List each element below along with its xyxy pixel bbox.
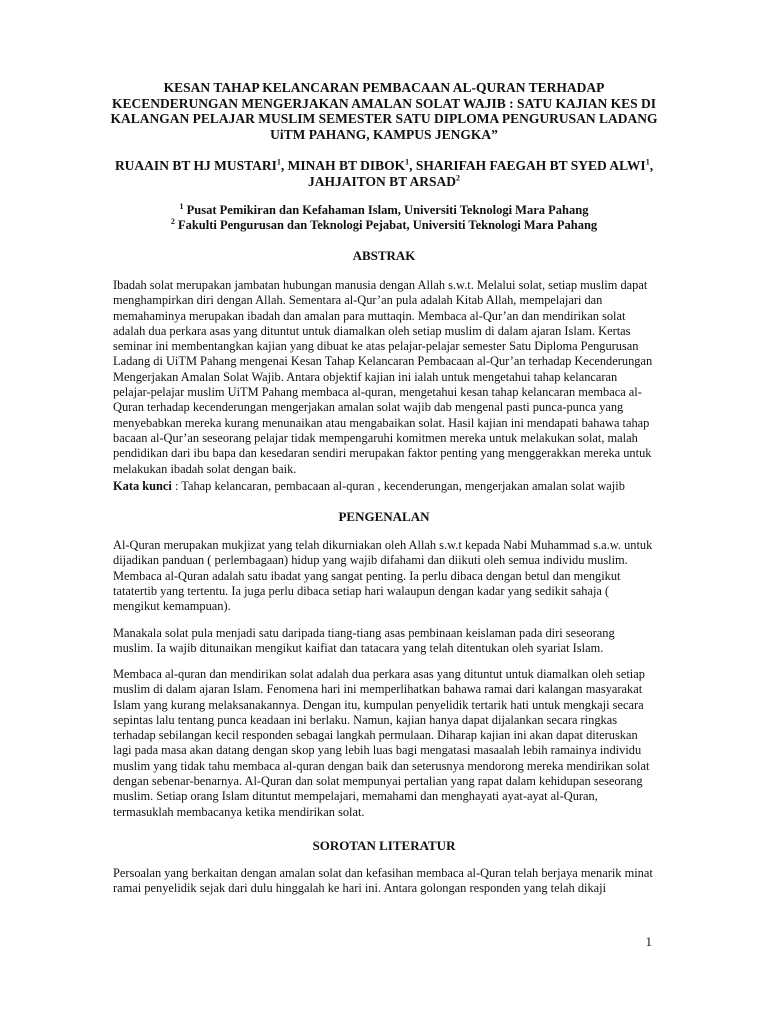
affiliation xyxy=(110,203,658,218)
author-affil-mark: 1 xyxy=(276,157,281,167)
author-name: MINAH BT DIBOK xyxy=(287,158,406,173)
keywords-line xyxy=(113,479,657,494)
intro-paragraph: Membaca al-quran dan mendirikan solat adalah dua perkara asas yang dituntut untuk diamalkan oleh setiap muslim di dalam ajaran Islam. Fenomena hari ini memperlihatkan bahawa ramai dari kalangan masyarakat Islam yang kurang melaksanakannya. Dengan itu, kumpulan penyelidik tertarik hati untuk mengkaji secara sepintas lalu tentang punca keadaan ini berlaku. Namun, kajian hanya dapat dijalankan secara ringkas terhadap sebilangan kecil responden sebagai langkah permulaan. Diharap kajian ini akan dapat diteruskan lagi pada masa akan datang dengan skop yang lebih luas bagi mengatasi masaalah lebih ramainya individu muslim yang tidak tahu membaca al-quran dengan baik dan seterusnya mendorong mereka mendirikan solat dengan sebenar-benarnya. Al-Quran dan solat mempunyai pertalian yang rapat dalam kehidupan seseorang muslim. Setiap orang Islam dituntut mempelajari, memahami dan menghayati ayat-ayat al-Quran, termasuklah membacanya ketika mendirikan solat. xyxy=(113,667,650,819)
abstract-heading: ABSTRAK xyxy=(352,248,416,263)
intro-paragraph: Al-Quran merupakan mukjizat yang telah dikurniakan oleh Allah s.w.t kepada Nabi Muhammad s.a.w. untuk dijadikan panduan ( perlembagaan) hidup yang wajib difahami dan diikuti oleh semua individu muslim. Membaca al-Quran adalah satu ibadat yang sangat penting. Ia perlu dibaca dengan betul dan mengikut tatatertib yang tertentu. Ia juga perlu dibaca setiap hari walaupun dengan kadar yang sedikit sahaja ( mengikut kemampuan). xyxy=(113,538,653,614)
abstract-paragraph: Ibadah solat merupakan jambatan hubungan manusia dengan Allah s.w.t. Melalui solat, setiap muslim dapat menghampirkan diri dengan Allah. Sementara al-Qur’an pula adalah Kitab Allah, mempelajari dan memahaminya merupakan ibadah dan amalan para muttaqin. Membaca al-Qur’an dan mendirikan solat adalah dua perkara asas yang dituntut untuk diamalkan oleh setiap muslim di dalam ajaran Islam. Kertas seminar ini membentangkan kajian yang dibuat ke atas pelajar-pelajar semester Satu Diploma Pengurusan Ladang di UiTM Pahang mengenai Kesan Tahap Kelancaran Pembacaan al-Qur’an terhadap Kecenderungan Mengerjakan Amalan Solat Wajib. Antara objektif kajian ini ialah untuk mengetahui tahap kelancaran pelajar-pelajar muslim UiTM Pahang membaca al-quran, mengetahui kesan tahap kelancaran membaca al-Quran terhadap kecenderungan mengerjakan amalan solat wajib dab mengenal pasti punca-punca yang menyebabkan mereka kurang menunaikan atau mengabaikan solat. Hasil kajian ini mendapati bahawa tahap bacaan al-Qur’an seseorang pelajar tidak mempengaruhi komitmen mereka untuk melakukan solat, malah pendidikan dari ibu bapa dan kesedaran sendiri merupakan faktor penting yang menggerakkan mereka untuk melakukan ibadah solat dengan baik. xyxy=(113,278,653,476)
affiliation-number: 2 xyxy=(170,216,175,226)
author-name: JAHJAITON BT ARSAD xyxy=(307,174,457,189)
author-name: RUAAIN BT HJ MUSTARI xyxy=(114,158,277,173)
affiliation xyxy=(110,218,658,233)
affiliation-number: 1 xyxy=(179,201,184,211)
literature-paragraph: Persoalan yang berkaitan dengan amalan solat dan kefasihan membaca al-Quran telah berjaya menarik minat ramai penyelidik sejak dari dulu hinggalah ke hari ini. Antara golongan responden yang telah dikaji xyxy=(113,866,653,896)
affiliation-text: Fakulti Pengurusan dan Teknologi Pejabat, Universiti Teknologi Mara Pahang xyxy=(177,218,598,232)
keywords-label: Kata kunci xyxy=(113,479,172,493)
author-affil-mark: 1 xyxy=(645,157,650,167)
introduction-heading: PENGENALAN xyxy=(338,509,430,524)
author-name: SHARIFAH FAEGAH BT SYED ALWI xyxy=(415,158,646,173)
keywords-text: : Tahap kelancaran, pembacaan al-quran , kecenderungan, mengerjakan amalan solat wajib xyxy=(171,479,625,493)
page-number: 1 xyxy=(645,934,652,949)
author-list: RUAAIN BT HJ MUSTARI$^1$, MINAH BT DIBOK$^1$, SHARIFAH FAEGAH BT SYED ALWI$^1$, JAHJAITON BT ARSAD$^2$ xyxy=(114,157,654,189)
author-affil-mark: 2 xyxy=(456,173,461,183)
intro-paragraph: Manakala solat pula menjadi satu daripada tiang-tiang asas pembinaan keislaman pada diri seseorang muslim. Ia wajib ditunaikan mengikut kaifiat dan tatacara yang telah ditentukan oleh syariat Islam. xyxy=(113,626,615,656)
literature-heading: SOROTAN LITERATUR xyxy=(312,838,456,853)
affiliation-list xyxy=(110,203,658,233)
affiliation-text: Pusat Pemikiran dan Kefahaman Islam, Universiti Teknologi Mara Pahang xyxy=(186,203,589,217)
paper-title: KESAN TAHAP KELANCARAN PEMBACAAN AL-QURAN TERHADAP KECENDERUNGAN MENGERJAKAN AMALAN SOLAT WAJIB : SATU KAJIAN KES DI KALANGAN PELAJAR MUSLIM SEMESTER SATU DIPLOMA PENGURUSAN LADANG UiTM PAHANG, KAMPUS JENGKA” xyxy=(110,80,658,142)
author-affil-mark: 1 xyxy=(405,157,410,167)
